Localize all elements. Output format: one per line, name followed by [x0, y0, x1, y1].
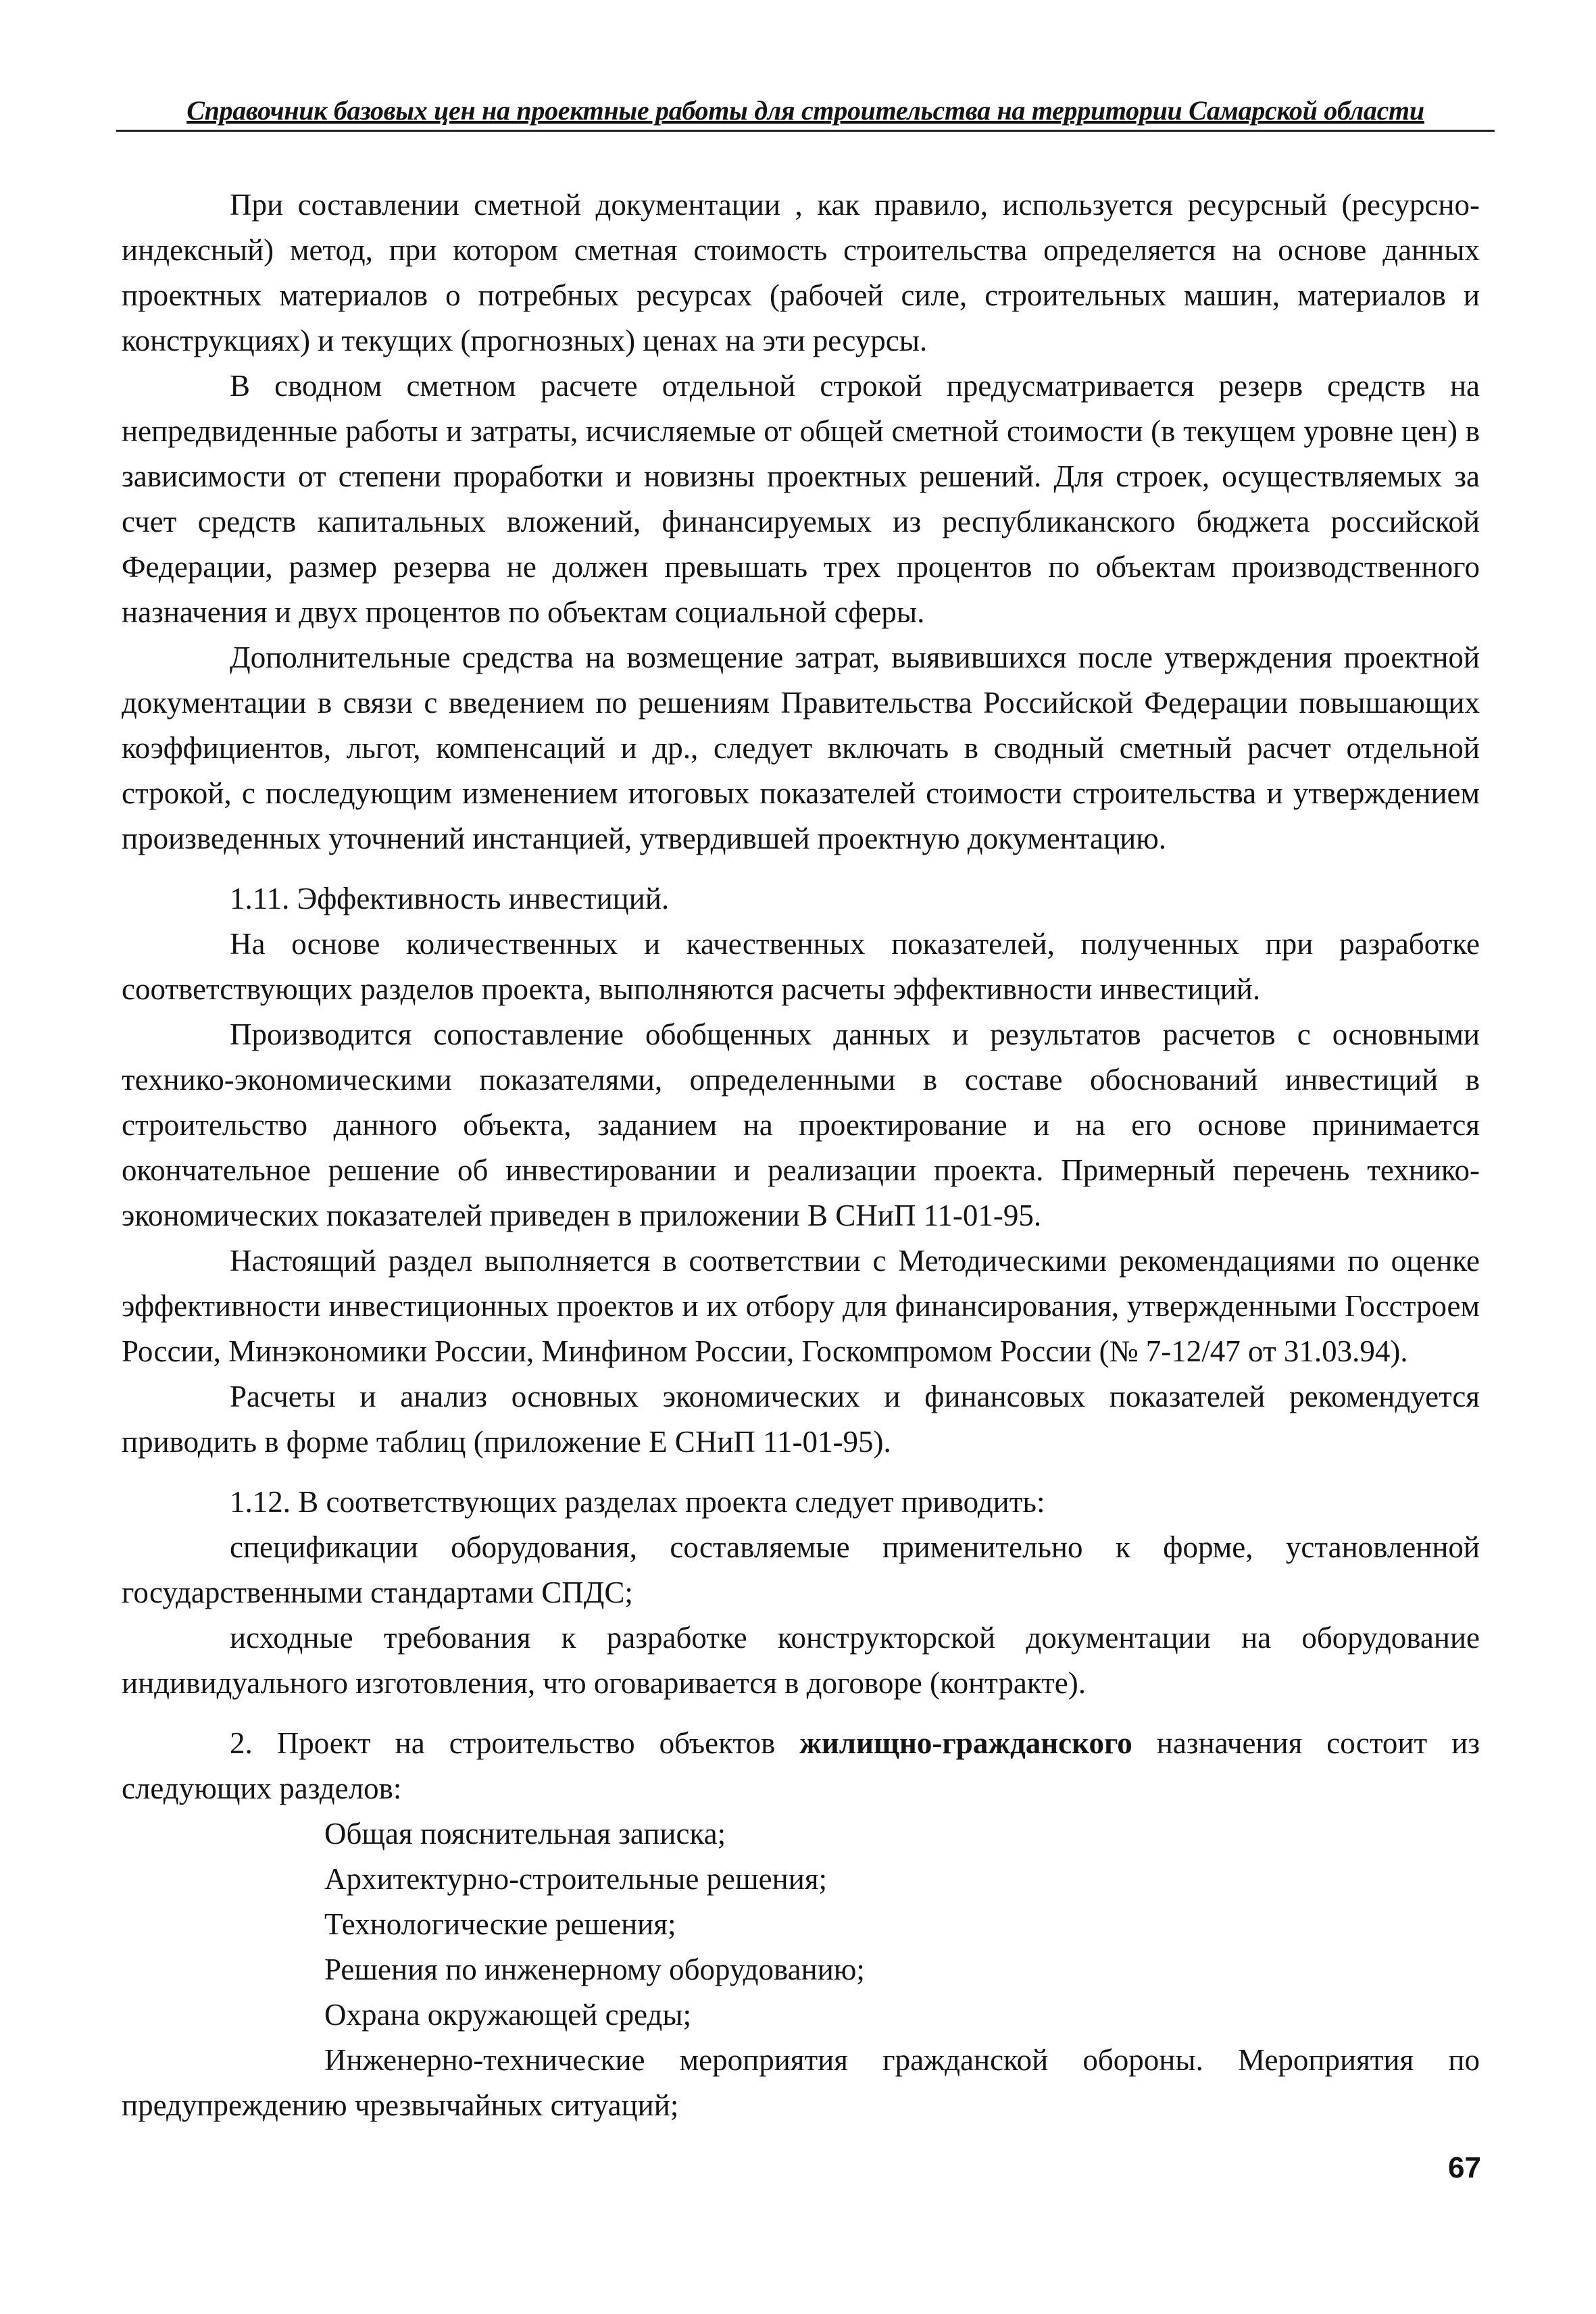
paragraph: исходные требования к разработке конструкторской документации на оборудование индивидуального изготовления, что оговаривается в договоре (контракте).: [122, 1621, 1480, 1700]
paragraph: спецификации оборудования, составляемые применительно к форме, установленной государственными стандартами СПДС;: [122, 1530, 1480, 1609]
list-item: Общая пояснительная записка;: [324, 1817, 726, 1851]
section-2-text-end: назначения состоит из следующих разделов:: [122, 1726, 1480, 1805]
page-body: [122, 182, 1480, 2128]
paragraph: Настоящий раздел выполняется в соответствии с Методическими рекомендациями по оценке эффективности инвестиционных проектов и их отбору для финансирования, утвержденными Госстроем России, Минэкономики России, Минфином России, Госкомпромом России (№ 7-12/47 от 31.03.94).: [122, 1244, 1480, 1368]
running-header: [116, 95, 1495, 132]
header-title: Справочник базовых цен на проектные работы для строительства на территории Самарской области: [186, 95, 1424, 126]
sections-list: [122, 1811, 1480, 2128]
paragraph: Производится сопоставление обобщенных данных и результатов расчетов с основными технико-экономическими показателями, определенными в составе обоснований инвестиций в строительство данного объекта, заданием на проектирование и на его основе принимается окончательное решение об инвестировании и реализации проекта. Примерный перечень технико-экономических показателей приведен в приложении В СНиП 11-01-95.: [122, 1017, 1480, 1232]
list-item: Инженерно-технические мероприятия гражданской обороны. Мероприятия по предупреждению чрезвычайных ситуаций;: [122, 2043, 1480, 2122]
list-item: Технологические решения;: [324, 1907, 676, 1941]
section-heading-1-11: 1.11. Эффективность инвестиций.: [230, 882, 670, 915]
list-item: Охрана окружающей среды;: [324, 1998, 692, 2032]
section-2-text-start: 2. Проект на строительство объектов: [230, 1726, 800, 1760]
section-2-intro: [122, 1721, 1480, 1811]
list-item: Архитектурно-строительные решения;: [324, 1862, 828, 1896]
section-2-bold-term: жилищно-гражданского: [799, 1726, 1132, 1760]
paragraph: Дополнительные средства на возмещение затрат, выявившихся после утверждения проектной документации в связи с введением по решениям Правительства Российской Федерации повышающих коэффициентов, льгот, компенсаций и др., следует включать в сводный сметный расчет отдельной строкой, с последующим изменением итоговых показателей стоимости строительства и утверждением произведенных уточнений инстанцией, утвердившей проектную документацию.: [122, 640, 1480, 855]
section-heading-1-12: 1.12. В соответствующих разделах проекта следует приводить:: [230, 1485, 1045, 1519]
page-number: 67: [1448, 2151, 1481, 2184]
paragraph: При составлении сметной документации , как правило, используется ресурсный (ресурсно-индексный) метод, при котором сметная стоимость строительства определяется на основе данных проектных материалов о потребных ресурсах (рабочей силе, строительных машин, материалов и конструкциях) и текущих (прогнозных) ценах на эти ресурсы.: [122, 188, 1480, 357]
paragraph: В сводном сметном расчете отдельной строкой предусматривается резерв средств на непредвиденные работы и затраты, исчисляемые от общей сметной стоимости (в текущем уровне цен) в зависимости от степени проработки и новизны проектных решений. Для строек, осуществляемых за счет средств капитальных вложений, финансируемых из республиканского бюджета российской Федерации, размер резерва не должен превышать трех процентов по объектам производственного назначения и двух процентов по объектам социальной сферы.: [122, 369, 1480, 629]
paragraph: На основе количественных и качественных показателей, полученных при разработке соответствующих разделов проекта, выполняются расчеты эффективности инвестиций.: [122, 927, 1480, 1006]
list-item: Решения по инженерному оборудованию;: [324, 1953, 865, 1986]
paragraph: Расчеты и анализ основных экономических и финансовых показателей рекомендуется приводить в форме таблиц (приложение Е СНиП 11-01-95).: [122, 1380, 1480, 1459]
